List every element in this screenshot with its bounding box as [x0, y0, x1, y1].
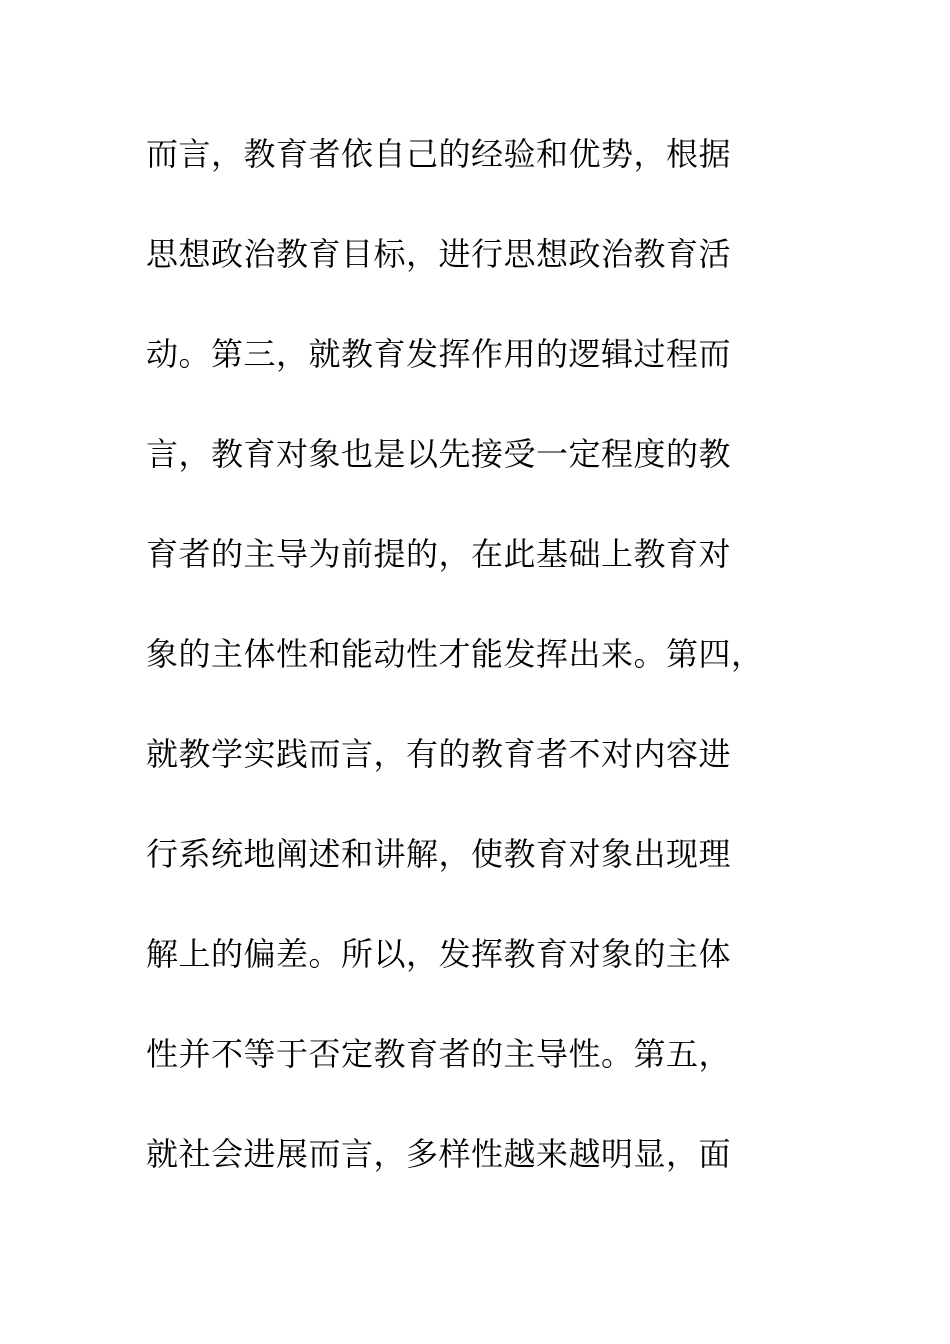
text-line: 动。第三，就教育发挥作用的逻辑过程而 — [146, 335, 732, 373]
text-line: 就教学实践而言，有的教育者不对内容进 — [146, 735, 732, 773]
text-line: 解上的偏差。所以，发挥教育对象的主体 — [146, 935, 732, 973]
body-text — [146, 126, 826, 1226]
text-line: 言，教育对象也是以先接受一定程度的教 — [146, 435, 732, 473]
text-line: 就社会进展而言，多样性越来越明显，面 — [146, 1135, 732, 1173]
text-line: 行系统地阐述和讲解，使教育对象出现理 — [146, 835, 732, 873]
text-line: 象的主体性和能动性才能发挥出来。第四， — [146, 635, 764, 673]
text-line: 而言，教育者依自己的经验和优势，根据 — [146, 135, 732, 173]
text-line: 育者的主导为前提的，在此基础上教育对 — [146, 535, 732, 573]
text-line: 思想政治教育目标，进行思想政治教育活 — [146, 235, 732, 273]
text-line: 性并不等于否定教育者的主导性。第五， — [146, 1035, 732, 1073]
